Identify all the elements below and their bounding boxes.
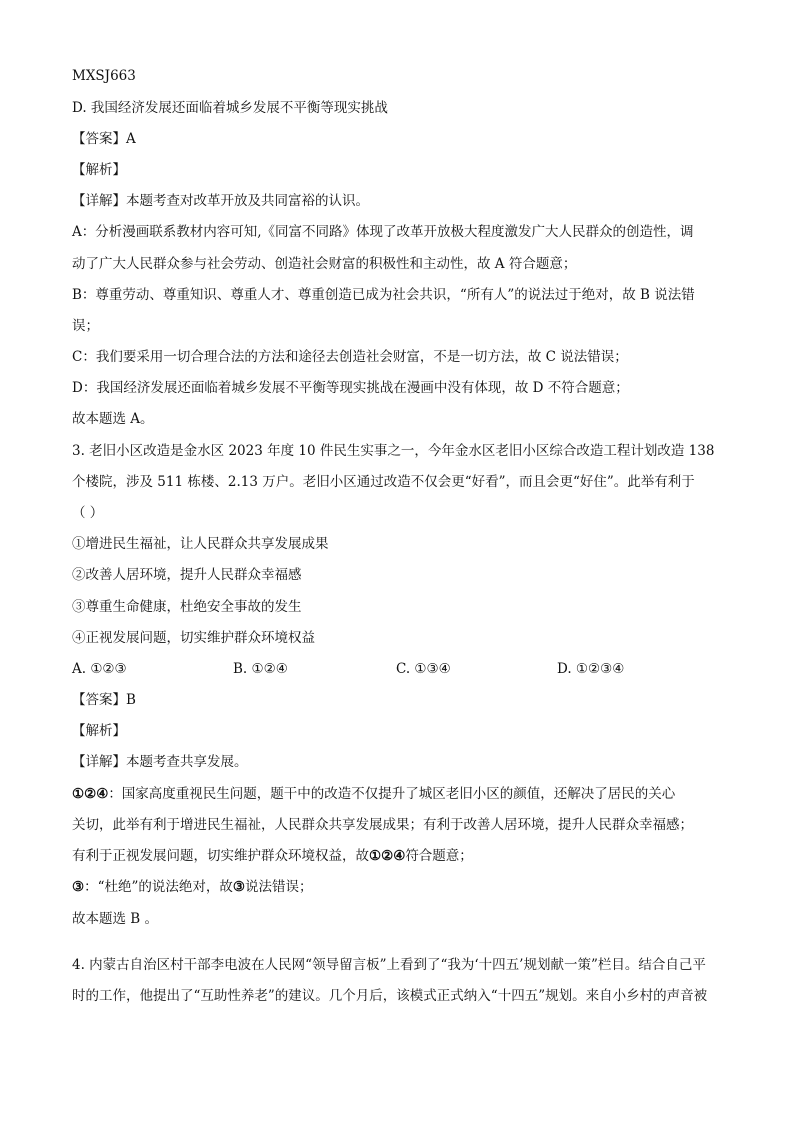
q3-choice-a: A. ①②③ <box>72 661 127 677</box>
q2-explain-b-line2: 误； <box>72 318 99 334</box>
q4-stem-line2: 时的工作，他提出了“互助性养老”的建议。几个月后，该模式正式纳入“十四五”规划。来自小乡村的声音被 <box>72 988 708 1004</box>
q3-explain-2-marker-inline: ③ <box>232 879 246 895</box>
q3-explain-2-marker: ③ <box>72 879 85 895</box>
q3-conclusion: 故本题选 B 。 <box>72 911 159 927</box>
q2-explain-c: C：我们要采用一切合理合法的方法和途径去创造社会财富，不是一切方法，故 C 说法错误； <box>72 349 628 365</box>
q3-explain-2 <box>72 877 313 897</box>
q3-stem-line3: （ ） <box>72 505 104 521</box>
q3-statement-2: ②改善人居环境，提升人民群众幸福感 <box>72 567 302 583</box>
q3-explain-1-line3-markers: ①②④ <box>369 848 406 864</box>
q2-explain-d: D：我国经济发展还面临着城乡发展不平衡等现实挑战在漫画中没有体现，故 D 不符合题意； <box>72 380 629 396</box>
q3-choice-d: D. ①②③④ <box>557 661 625 677</box>
q3-explain-1-line3-end: 符合题意； <box>405 848 473 864</box>
q3-explain-1-markers: ①②④ <box>72 786 109 802</box>
q2-option-d: D. 我国经济发展还面临着城乡发展不平衡等现实挑战 <box>72 100 388 116</box>
q3-choice-c: C. ①③④ <box>396 661 451 677</box>
q3-choice-b: B. ①②④ <box>233 661 288 677</box>
q3-stem-line1: 3. 老旧小区改造是金水区 2023 年度 10 件民生实事之一，今年金水区老旧小区综合改造工程计划改造 138 <box>72 443 715 459</box>
q3-statement-3: ③尊重生命健康，杜绝安全事故的发生 <box>72 599 302 615</box>
q3-answer: 【答案】B <box>72 692 136 708</box>
q3-statement-4: ④正视发展问题，切实维护群众环境权益 <box>72 630 315 646</box>
q3-explain-2-end: 说法错误； <box>245 879 313 895</box>
q3-explain-1-line3 <box>72 846 473 866</box>
q2-analysis-heading: 【解析】 <box>72 162 126 178</box>
q3-explain-1-text: ：国家高度重视民生问题，题干中的改造不仅提升了城区老旧小区的颜值，还解决了居民的关心 <box>108 786 676 802</box>
q3-explain-1-line2: 关切，此举有利于增进民生福祉，人民群众共享发展成果；有利于改善人居环境，提升人民群众幸福感； <box>72 817 693 833</box>
q3-detail: 【详解】本题考查共享发展。 <box>72 754 248 770</box>
q4-stem-line1: 4. 内蒙古自治区村干部李电波在人民网“领导留言板”上看到了“我为‘十四五’规划献一策”栏目。结合自己平 <box>72 957 706 973</box>
q3-explain-1-line3-text: 有利于正视发展问题，切实维护群众环境权益，故 <box>72 848 369 864</box>
q2-explain-b-line1: B：尊重劳动、尊重知识、尊重人才、尊重创造已成为社会共识，“所有人”的说法过于绝对，故 B 说法错 <box>72 287 695 303</box>
q3-statement-1: ①增进民生福祉，让人民群众共享发展成果 <box>72 536 329 552</box>
q3-explain-1-line1 <box>72 784 675 804</box>
q3-analysis-heading: 【解析】 <box>72 723 126 739</box>
q3-stem-line2: 个楼院，涉及 511 栋楼、2.13 万户。老旧小区通过改造不仅会更“好看”，而且会更“好住”。此举有利于 <box>72 474 695 490</box>
q2-answer: 【答案】A <box>72 131 136 147</box>
q2-conclusion: 故本题选 A。 <box>72 411 154 427</box>
header-code: MXSJ663 <box>72 68 136 84</box>
q2-detail: 【详解】本题考查对改革开放及共同富裕的认识。 <box>72 193 369 209</box>
q2-explain-a-line2: 动了广大人民群众参与社会劳动、创造社会财富的积极性和主动性，故 A 符合题意； <box>72 256 577 272</box>
q2-explain-a-line1: A：分析漫画联系教材内容可知,《同富不同路》体现了改革开放极大程度激发广大人民群众的创造性，调 <box>72 224 694 240</box>
q3-explain-2-text: ：“杜绝”的说法绝对，故 <box>84 879 233 895</box>
